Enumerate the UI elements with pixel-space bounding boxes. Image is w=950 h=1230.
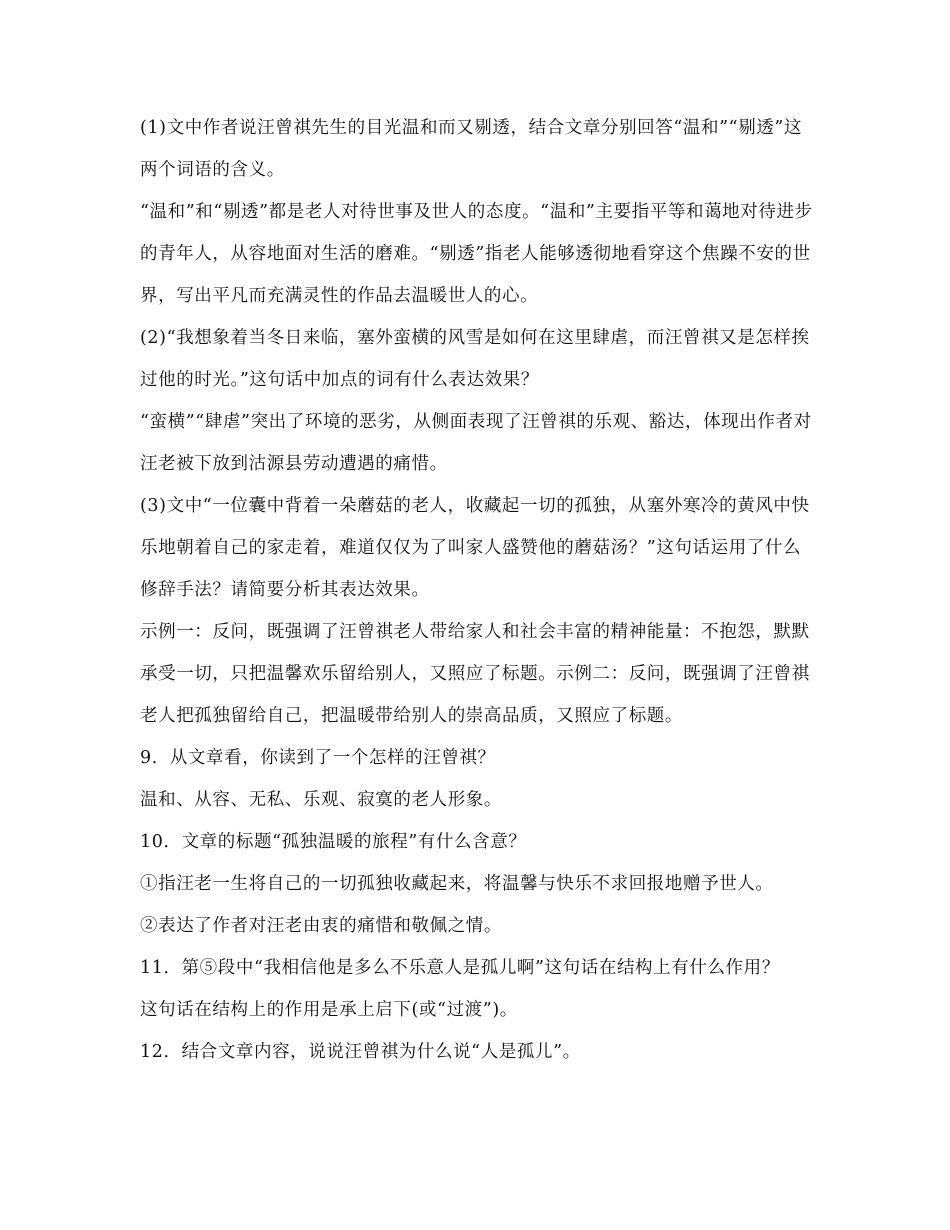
question-10-answer-1: ①指汪老一生将自己的一切孤独收藏起来，将温馨与快乐不求回报地赠予世人。 [140, 874, 774, 894]
question-9-prompt: 9．从文章看，你读到了一个怎样的汪曾祺？ [140, 748, 496, 768]
question-1-prompt: (1)文中作者说汪曾祺先生的目光温和而又剔透，结合文章分别回答“温和”“剔透”这两个词语的含义。 [140, 118, 803, 180]
question-10-answer-2: ②表达了作者对汪老由衷的痛惜和敬佩之情。 [140, 916, 502, 936]
question-2-answer: “蛮横”“肆虐”突出了环境的恶劣，从侧面表现了汪曾祺的乐观、豁达，体现出作者对汪老被下放到沽源县劳动遭遇的痛惜。 [140, 412, 812, 474]
question-12-prompt: 12．结合文章内容，说说汪曾祺为什么说“人是孤儿”。 [140, 1042, 581, 1062]
question-3-prompt: (3)文中“一位囊中背着一朵蘑菇的老人，收藏起一切的孤独，从塞外寒冷的黄风中快乐地朝着自己的家走着，难道仅仅为了叫家人盛赞他的蘑菇汤？”这句话运用了什么修辞手法？请简要分析其表达效果。 [140, 496, 810, 600]
question-9-answer: 温和、从容、无私、乐观、寂寞的老人形象。 [140, 790, 502, 810]
question-11-answer: 这句话在结构上的作用是承上启下(或“过渡”)。 [140, 1000, 518, 1020]
question-2-prompt: (2)“我想象着当冬日来临，塞外蛮横的风雪是如何在这里肆虐，而汪曾祺又是怎样挨过他的时光。”这句话中加点的词有什么表达效果？ [140, 328, 810, 390]
question-11-prompt: 11．第⑤段中“我相信他是多么不乐意人是孤儿啊”这句话在结构上有什么作用？ [140, 958, 780, 978]
question-3-answer: 示例一：反问，既强调了汪曾祺老人带给家人和社会丰富的精神能量：不抱怨，默默承受一切，只把温馨欢乐留给别人，又照应了标题。示例二：反问，既强调了汪曾祺老人把孤独留给自己，把温暖带给别人的崇高品质，又照应了标题。 [140, 622, 810, 726]
document-body [140, 107, 815, 1073]
question-10-prompt: 10．文章的标题“孤独温暖的旅程”有什么含意？ [140, 832, 527, 852]
question-1-answer: “温和”和“剔透”都是老人对待世事及世人的态度。“温和”主要指平等和蔼地对待进步的青年人，从容地面对生活的磨难。“剔透”指老人能够透彻地看穿这个焦躁不安的世界，写出平凡而充满灵性的作品去温暖世人的心。 [140, 202, 813, 306]
